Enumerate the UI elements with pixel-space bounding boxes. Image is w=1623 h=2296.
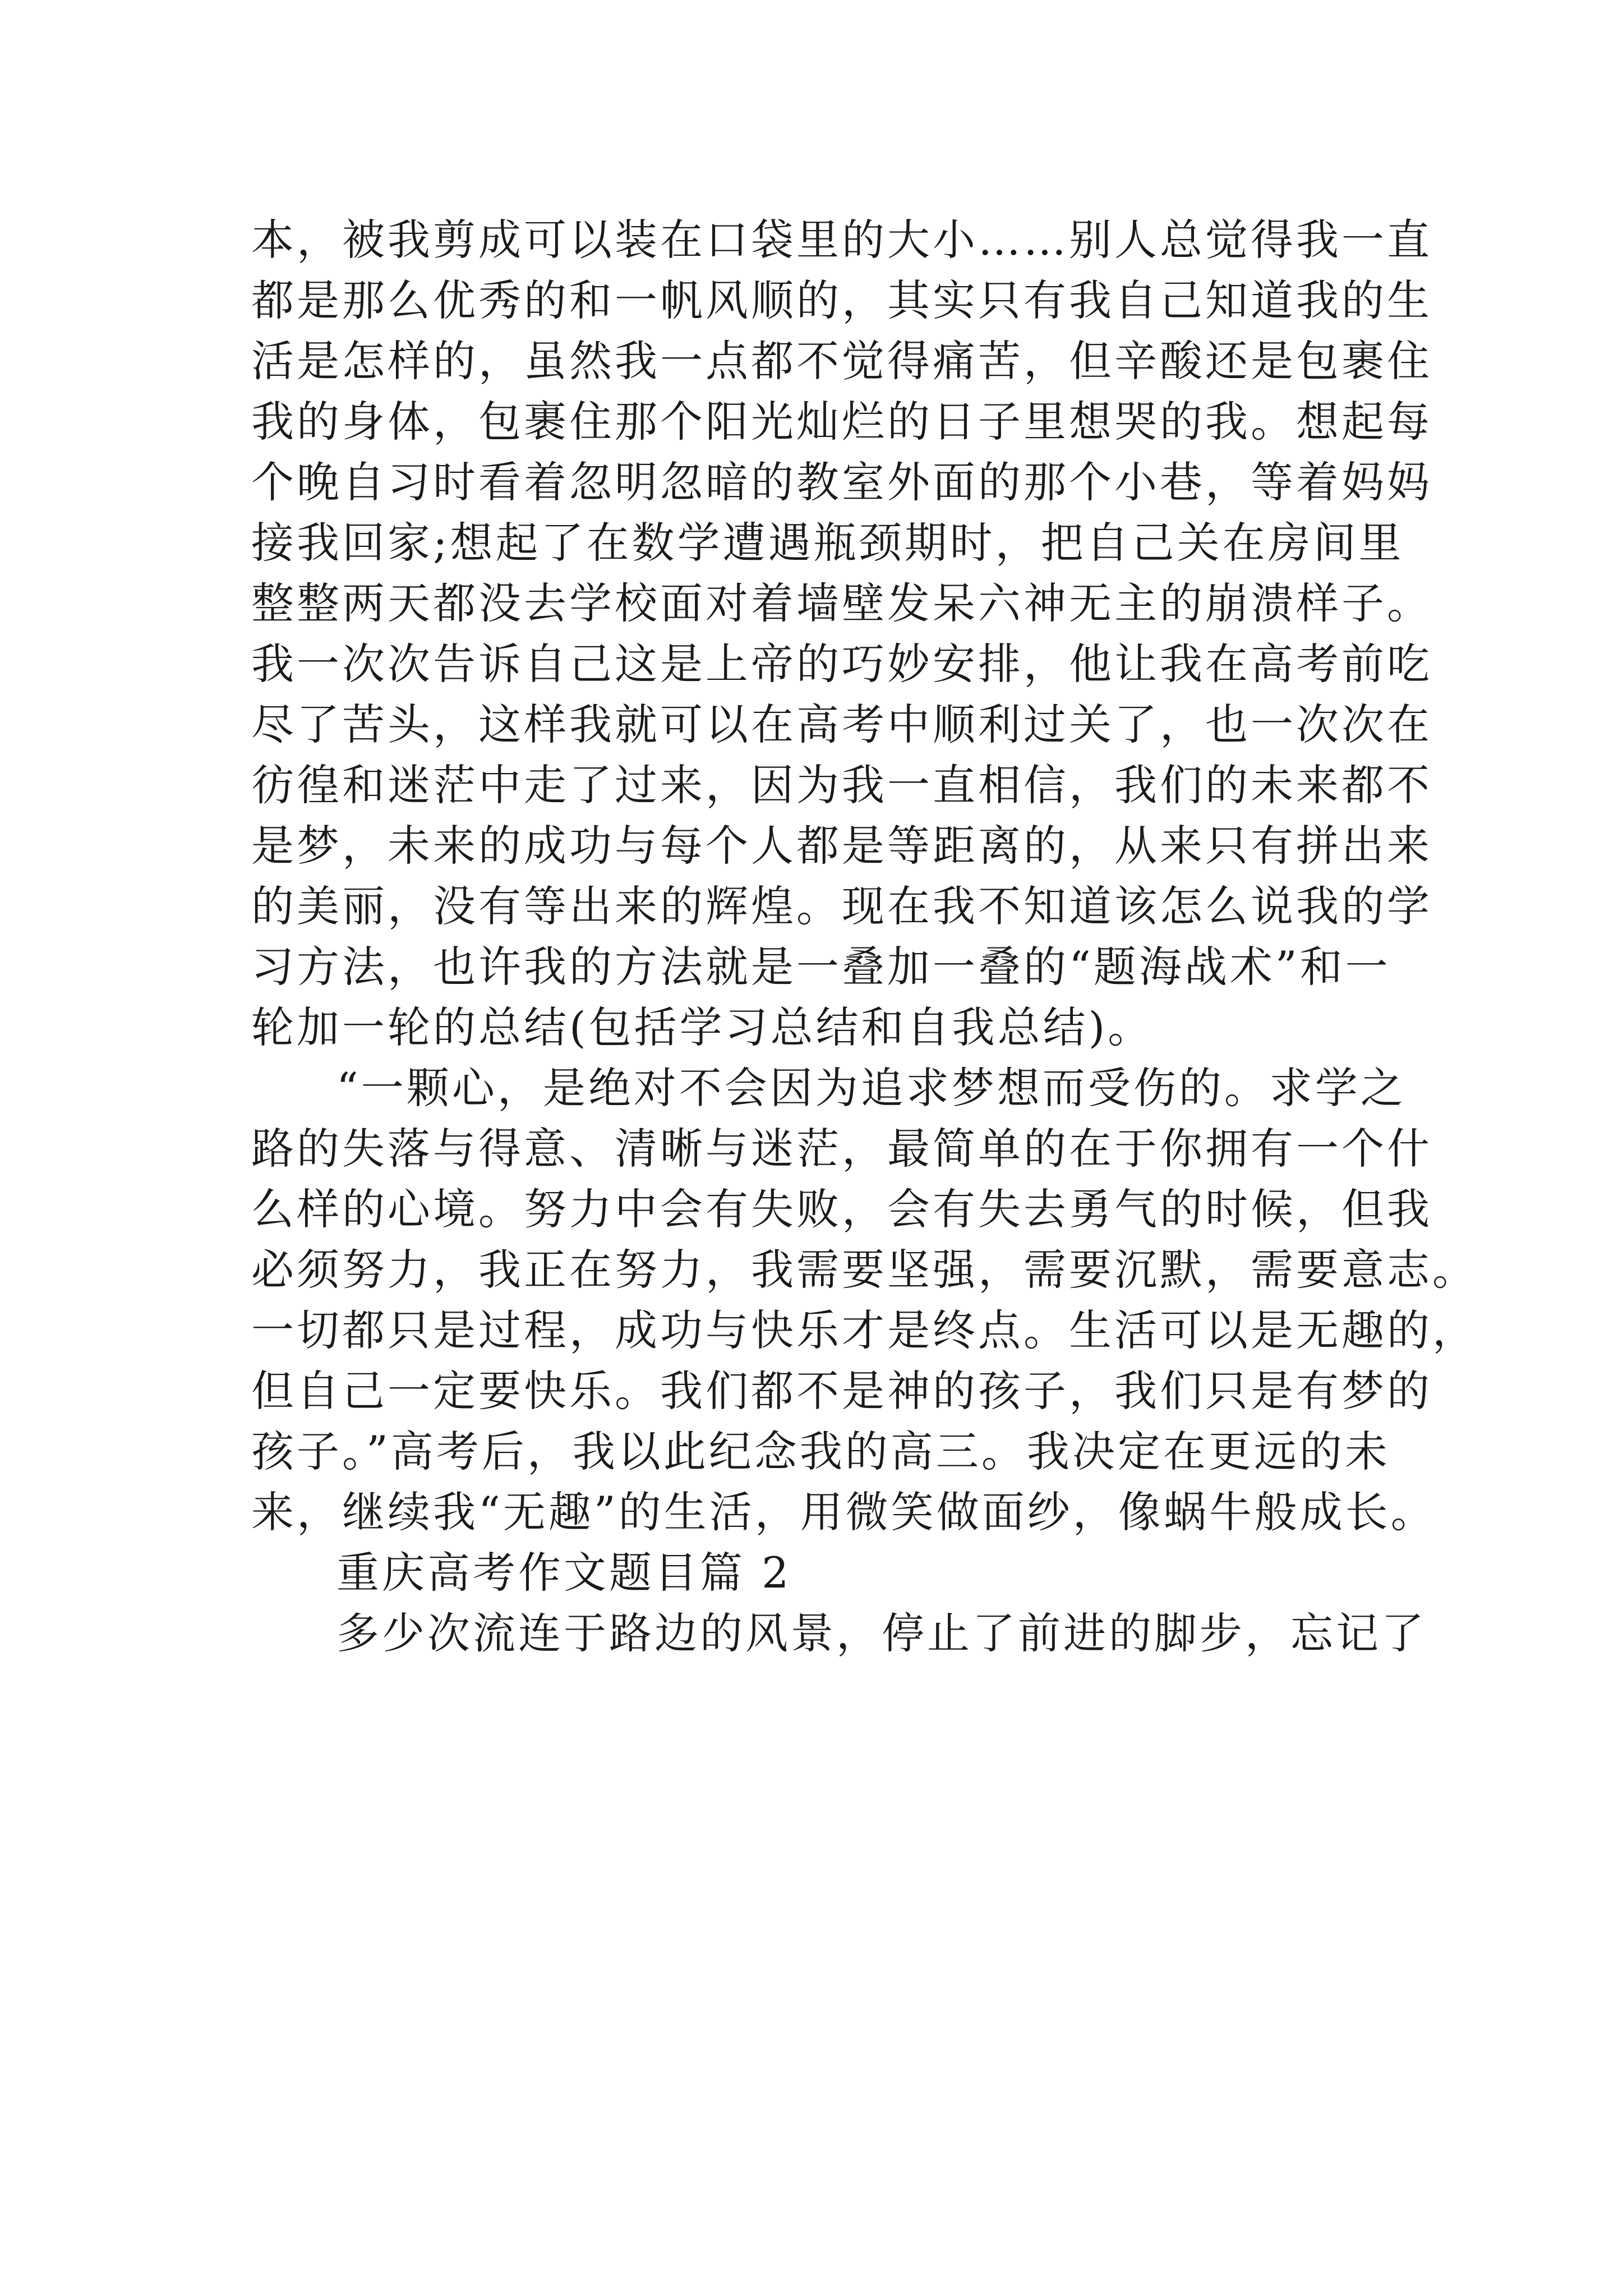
text-line: 来，继续我“无趣”的生活，用微笑做面纱，像蜗牛般成长。	[251, 1487, 1436, 1537]
text-line: 活是怎样的，虽然我一点都不觉得痛苦，但辛酸还是包裹住	[251, 336, 1432, 386]
text-line: 彷徨和迷茫中走了过来，因为我一直相信，我们的未来都不	[251, 760, 1432, 810]
text-line: 都是那么优秀的和一帆风顺的，其实只有我自己知道我的生	[251, 275, 1432, 325]
text-line: 我的身体，包裹住那个阳光灿烂的日子里想哭的我。想起每	[251, 397, 1432, 447]
text-line: 必须努力，我正在努力，我需要坚强，需要沉默，需要意志。	[251, 1245, 1478, 1295]
text-line: 本，被我剪成可以装在口袋里的大小……别人总觉得我一直	[251, 215, 1432, 265]
text-line: 习方法，也许我的方法就是一叠加一叠的“题海战术”和一	[251, 942, 1391, 992]
paragraph-start-line: 多少次流连于路边的风景，停止了前进的脚步，忘记了	[336, 1608, 1427, 1658]
text-line: 整整两天都没去学校面对着墙壁发呆六神无主的崩溃样子。	[251, 578, 1432, 628]
text-line: 么样的心境。努力中会有失败，会有失去勇气的时候，但我	[251, 1184, 1432, 1234]
text-line: 孩子。”高考后，我以此纪念我的高三。我决定在更远的未	[251, 1427, 1390, 1476]
text-line: 的美丽，没有等出来的辉煌。现在我不知道该怎么说我的学	[251, 881, 1432, 931]
text-line: 但自己一定要快乐。我们都不是神的孩子，我们只是有梦的	[251, 1366, 1432, 1416]
text-line: 尽了苦头，这样我就可以在高考中顺利过关了，也一次次在	[251, 700, 1432, 749]
text-line: 一切都只是过程，成功与快乐才是终点。生活可以是无趣的，	[251, 1305, 1478, 1355]
text-line: 接我回家;想起了在数学遭遇瓶颈期时，把自己关在房间里	[251, 518, 1404, 568]
text-line: 个晚自习时看着忽明忽暗的教室外面的那个小巷，等着妈妈	[251, 457, 1432, 507]
text-line: 是梦，未来的成功与每个人都是等距离的，从来只有拼出来	[251, 821, 1432, 871]
text-line: 我一次次告诉自己这是上帝的巧妙安排，他让我在高考前吃	[251, 639, 1432, 689]
paragraph-start-line: “一颗心，是绝对不会因为追求梦想而受伤的。求学之	[336, 1063, 1406, 1113]
body-text	[251, 210, 1478, 1664]
text-line: 轮加一轮的总结(包括学习总结和自我总结)。	[251, 1002, 1154, 1052]
section-heading: 重庆高考作文题目篇 2	[336, 1548, 792, 1598]
text-line: 路的失落与得意、清晰与迷茫，最简单的在于你拥有一个什	[251, 1124, 1432, 1174]
